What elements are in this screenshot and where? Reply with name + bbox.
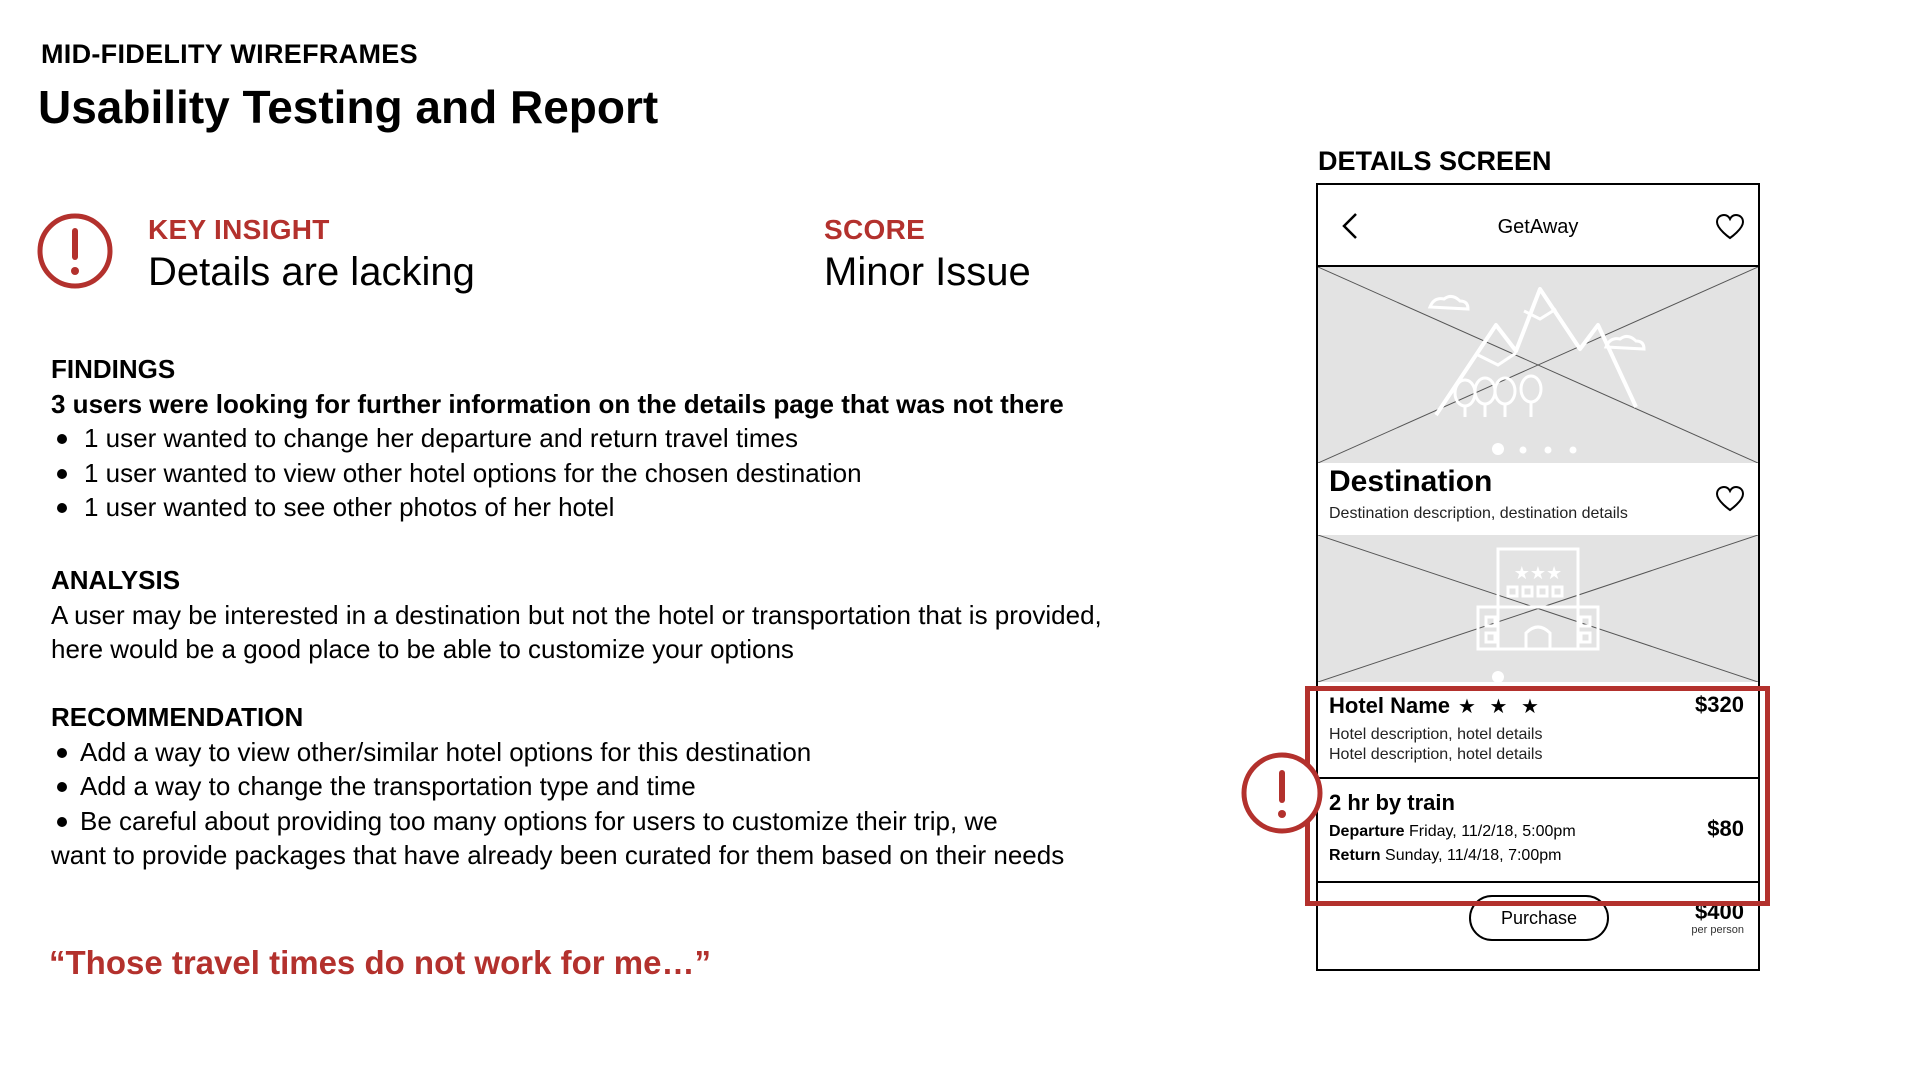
favorite-heart-icon[interactable]	[1715, 485, 1745, 513]
per-person-label: per person	[1691, 924, 1744, 936]
destination-title: Destination	[1329, 465, 1493, 498]
transport-title: 2 hr by train	[1329, 790, 1455, 815]
analysis-text-line: A user may be interested in a destination but not the hotel or transportation that is provided,	[51, 599, 1102, 630]
mountain-illustration	[1318, 267, 1758, 463]
app-header	[1318, 185, 1758, 267]
return-label: Return	[1329, 847, 1381, 864]
heart-icon[interactable]	[1715, 213, 1745, 241]
issue-highlight-box	[1305, 686, 1770, 906]
section-eyebrow: MID-FIDELITY WIREFRAMES	[41, 39, 418, 69]
hotel-price: $320	[1695, 692, 1744, 717]
page-title: Usability Testing and Report	[38, 81, 659, 133]
list-item: Add a way to view other/similar hotel options for this destination	[51, 735, 1064, 770]
analysis-text-line: here would be a good place to be able to customize your options	[51, 634, 794, 664]
user-quote: “Those travel times do not work for me…”	[49, 944, 711, 981]
departure-label: Departure	[1329, 823, 1405, 840]
score-label: SCORE	[824, 214, 926, 245]
recommendation-list	[51, 735, 1064, 839]
score-value: Minor Issue	[824, 250, 1031, 294]
recommendation-section	[51, 700, 1064, 873]
analysis-heading: ANALYSIS	[51, 565, 181, 595]
hotel-image-placeholder[interactable]	[1318, 535, 1758, 682]
transport-price: $80	[1707, 816, 1744, 841]
hotel-description: Hotel description, hotel details	[1329, 726, 1543, 743]
alert-circle-icon	[1239, 750, 1325, 836]
findings-heading: FINDINGS	[51, 354, 176, 384]
details-screen-label: DETAILS SCREEN	[1318, 146, 1552, 176]
destination-image-placeholder[interactable]	[1318, 267, 1758, 463]
return-value: Sunday, 11/4/18, 7:00pm	[1385, 847, 1562, 864]
destination-description: Destination description, destination details	[1329, 505, 1628, 522]
hotel-building-illustration	[1318, 535, 1758, 682]
key-insight-value: Details are lacking	[148, 250, 475, 294]
list-item: 1 user wanted to view other hotel options for the chosen destination	[51, 456, 1064, 491]
purchase-button[interactable]: Purchase	[1469, 895, 1609, 941]
destination-summary	[1318, 463, 1758, 535]
findings-summary: 3 users were looking for further information on the details page that was not there	[51, 388, 1064, 419]
hotel-name: Hotel Name	[1329, 693, 1451, 718]
recommendation-heading: RECOMMENDATION	[51, 702, 304, 732]
findings-section	[51, 352, 1064, 525]
list-item: Be careful about providing too many options for users to customize their trip, we	[51, 804, 1064, 839]
star-rating: ★ ★ ★	[1458, 696, 1543, 718]
list-item: Add a way to change the transportation type and time	[51, 769, 1064, 804]
app-title: GetAway	[1497, 216, 1579, 238]
alert-circle-icon	[36, 212, 114, 290]
analysis-section	[51, 563, 1102, 667]
list-item: 1 user wanted to see other photos of her hotel	[51, 490, 1064, 525]
svg-text:★★★: ★★★	[1513, 563, 1563, 584]
findings-list	[51, 421, 1064, 525]
total-price: $400	[1695, 899, 1744, 924]
list-item: 1 user wanted to change her departure and return travel times	[51, 421, 1064, 456]
recommendation-continuation: want to provide packages that have already been curated for them based on their needs	[51, 840, 1065, 870]
hotel-description: Hotel description, hotel details	[1329, 746, 1543, 763]
key-insight-label: KEY INSIGHT	[148, 214, 330, 245]
departure-value: Friday, 11/2/18, 5:00pm	[1409, 823, 1576, 840]
